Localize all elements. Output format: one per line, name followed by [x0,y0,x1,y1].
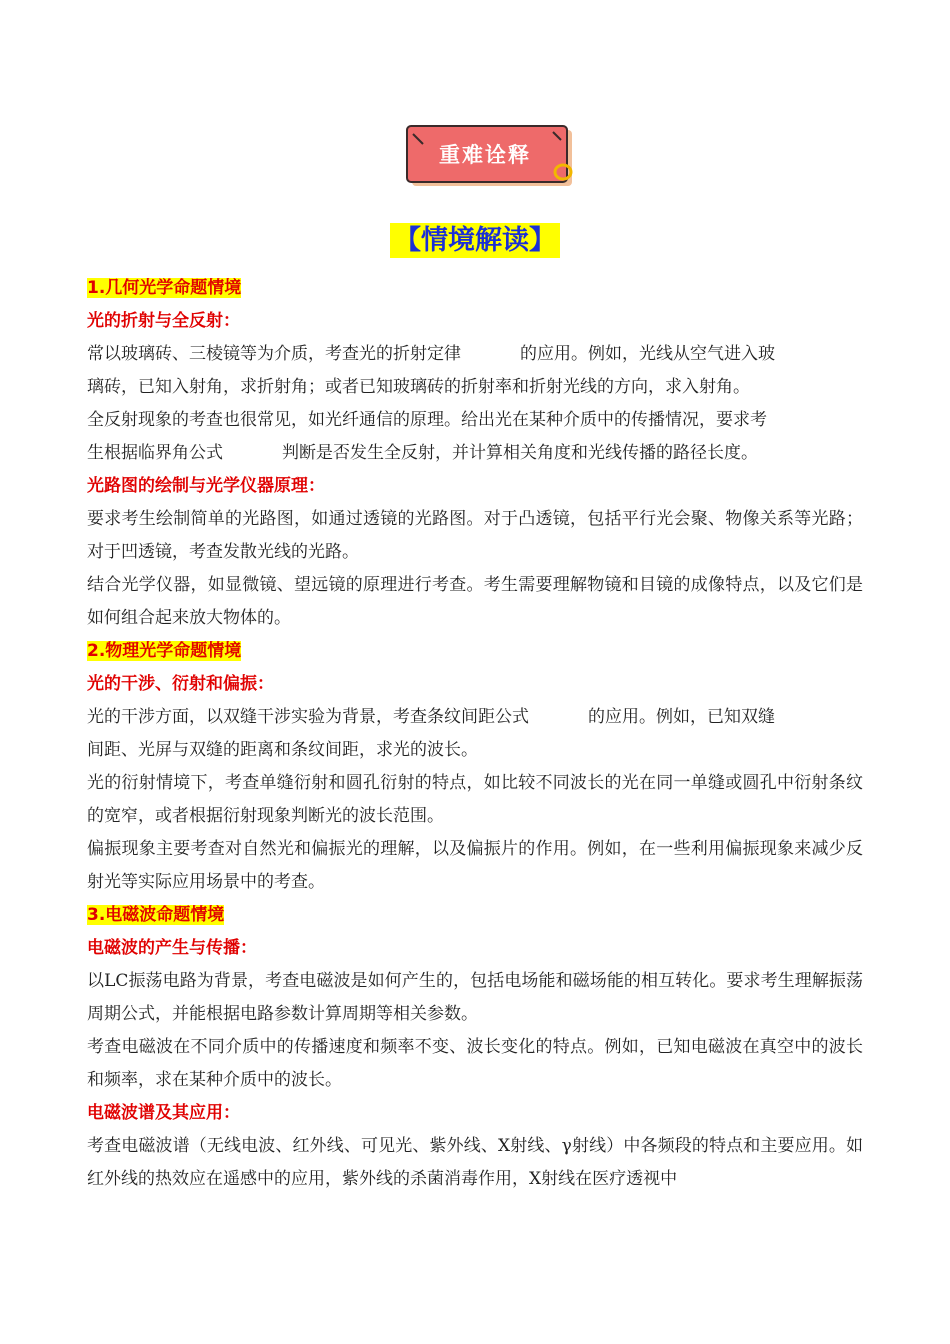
page-title [0,218,950,257]
section-heading-1: 1.几何光学命题情境 [87,278,242,298]
paragraph-line: 常以玻璃砖、三棱镜等为介质，考查光的折射定律 的应用。例如，光线从空气进入玻 [87,344,775,364]
document-body [87,272,863,1196]
paragraph: 考查电磁波在不同介质中的传播速度和频率不变、波长变化的特点。例如，已知电磁波在真空中的波长和频率，求在某种介质中的波长。 [87,1037,863,1090]
paragraph-line: 光的干涉方面，以双缝干涉实验为背景，考查条纹间距公式 的应用。例如，已知双缝 [87,707,775,727]
badge-label: 重难诠释 [439,143,531,167]
page-title-text: 【情境解读】 [390,223,560,258]
subheading-em-generation: 电磁波的产生与传播： [87,938,257,958]
paragraph: 考查电磁波谱（无线电波、红外线、可见光、紫外线、X射线、γ射线）中各频段的特点和主要应用。如红外线的热效应在遥感中的应用，紫外线的杀菌消毒作用，X射线在医疗透视中 [87,1136,863,1189]
paragraph-line: 生根据临界角公式 判断是否发生全反射，并计算相关角度和光线传播的路径长度。 [87,443,758,463]
subheading-optical-path: 光路图的绘制与光学仪器原理： [87,476,325,496]
paragraph: 以LC振荡电路为背景，考查电磁波是如何产生的，包括电场能和磁场能的相互转化。要求考生理解振荡周期公式，并能根据电路参数计算周期等相关参数。 [87,971,863,1024]
paragraph-line: 间距、光屏与双缝的距离和条纹间距，求光的波长。 [87,740,478,760]
paragraph: 偏振现象主要考查对自然光和偏振光的理解，以及偏振片的作用。例如，在一些利用偏振现象来减少反射光等实际应用场景中的考查。 [87,839,863,892]
subheading-refraction: 光的折射与全反射： [87,311,240,331]
subheading-em-spectrum: 电磁波谱及其应用： [87,1103,240,1123]
paragraph: 光的衍射情境下，考查单缝衍射和圆孔衍射的特点，如比较不同波长的光在同一单缝或圆孔中衍射条纹的宽窄，或者根据衍射现象判断光的波长范围。 [87,773,863,826]
paragraph: 结合光学仪器，如显微镜、望远镜的原理进行考查。考生需要理解物镜和目镜的成像特点，以及它们是如何组合起来放大物体的。 [87,575,863,628]
section-heading-3: 3.电磁波命题情境 [87,905,225,925]
paragraph-line: 全反射现象的考查也很常见，如光纤通信的原理。给出光在某种介质中的传播情况，要求考 [87,410,767,430]
section-heading-2: 2.物理光学命题情境 [87,641,242,661]
paragraph: 要求考生绘制简单的光路图，如通过透镜的光路图。对于凸透镜，包括平行光会聚、物像关系等光路；对于凹透镜，考查发散光线的光路。 [87,509,863,562]
subheading-interference: 光的干涉、衍射和偏振： [87,674,274,694]
paragraph-line: 璃砖，已知入射角，求折射角；或者已知玻璃砖的折射率和折射光线的方向，求入射角。 [87,377,750,397]
